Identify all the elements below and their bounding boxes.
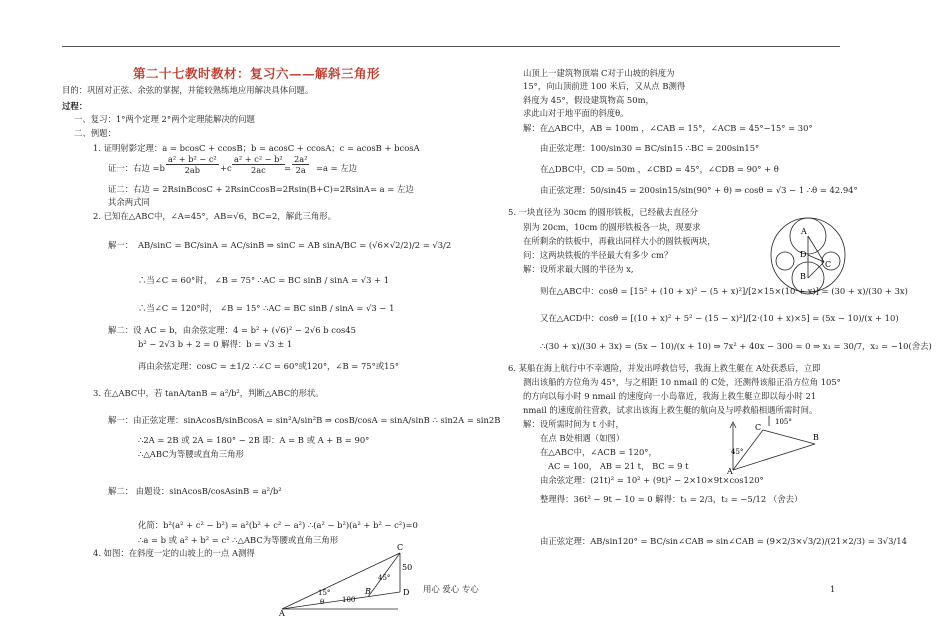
- p4-text-d: 求此山对于地平面的斜度θ。: [523, 108, 629, 118]
- p1-proof1-a: 证一：右边 =b: [108, 163, 165, 173]
- p4-sol: 解：在△ABC中，AB = 100m ，∠CAB = 15°，∠ACB = 45°−15° = 30°: [523, 123, 813, 133]
- fig4-label-theta: θ: [320, 598, 325, 606]
- p1-proof1-c: =: [284, 163, 292, 173]
- fig4-label-D: D: [403, 588, 410, 597]
- fig4-label-C: C: [397, 543, 404, 552]
- page-number: 1: [830, 584, 836, 594]
- problem-5: 5. 一块直径为 30cm 的圆形铁板，已经截去直径分: [508, 207, 699, 217]
- p4-text-b: 15°，向山顶前进 100 米后，又从点 B测得: [523, 81, 686, 91]
- p6-text-g: AC = 100， AB = 21 t， BC = 9 t: [548, 461, 689, 471]
- fig5-label-C: C: [825, 260, 832, 269]
- p1-proof1-d: =a = 左边: [316, 163, 358, 173]
- p5-text-d: 解：设所求最大圆的半径为 x,: [523, 264, 634, 274]
- p6-text-h: 由余弦定理：(21t)² = 10² + (9t)² − 2×10×9t×cos120°: [540, 475, 764, 485]
- footer-center: 用心 爱心 专心: [423, 584, 479, 594]
- p6-text-a: 测出该船的方位角为 45°，与之相距 10 nmail 的 C处，还测得该船正沿方位角 105°: [523, 377, 841, 387]
- p1-proof1-b: +c: [220, 163, 232, 173]
- p5-text-a: 别为 20cm，10cm 的圆形铁板各一块，现要求: [523, 222, 701, 232]
- goal: 目的：巩固对正弦、余弦的掌握，并能较熟练地应用解决具体问题。: [62, 85, 314, 95]
- p2-sol2b: b² − 2√3 b + 2 = 0 解得：b = √3 ± 1: [138, 339, 293, 349]
- header-rule: [62, 46, 840, 47]
- fig6-label-105: 105°: [775, 418, 792, 426]
- p1-frac2: $\frac{\text{a² + c² − b²}}{2ac}$: [234, 154, 283, 175]
- fig6-label-45: 45°: [731, 448, 744, 456]
- p6-text-f: 在△ABC中，∠ACB = 120°，: [540, 447, 657, 457]
- fig4-label-B: B: [365, 587, 371, 596]
- problem-3: 3. 在△ABC中，若 tanA/tanB = a²/b²，判断△ABC的形状。: [93, 388, 324, 398]
- fig4-diagram: [270, 540, 418, 616]
- p4-sine2: 由正弦定理：50/sin45 = 200sin15/sin(90° + θ) ⇒ cosθ = √3 − 1 ∴θ = 42.94°: [540, 185, 858, 195]
- p2-c120: ∴当∠C = 120°时， ∠B = 15° ∴AC = BC sinB / sinA = √3 − 1: [138, 303, 395, 313]
- p6-text-e: 在点 B处相遇（如图）: [540, 433, 625, 443]
- p1-proof2: 证二：右边 = 2RsinBcosC + 2RsinCcosB=2Rsin(B+C)=2RsinA= a = 左边: [108, 184, 414, 194]
- p2-sol1-expr: AB/sinC = BC/sinA = AC/sinB ⇒ sinC = AB sinA/BC = (√6×√2/2)/2 = √3/2: [138, 240, 452, 250]
- p6-text-j: 由正弦定理：AB/sin120° = BC/sin∠CAB ⇒ sin∠CAB = (9×2/3×√3/2)/(21×2/3) = 3√3/14: [540, 536, 907, 546]
- p5-acd: 又在△ACD中：cosθ = [(10 + x)² + 5² − (15 − x)²]/[2·(10 + x)×5] = (5x − 10)/(x + 10): [540, 313, 899, 323]
- p2-sol1: 解一：: [108, 240, 134, 250]
- p3-sol1b: ∴2A = 2B 或 2A = 180° − 2B 即：A = B 或 A + B = 90°: [138, 435, 370, 445]
- section-examples: 二、例题：: [74, 128, 116, 138]
- p2-c60: ∴当∠C = 60°时， ∠B = 75° ∴AC = BC sinB / sinA = √3 + 1: [138, 275, 390, 285]
- p4-dbc: 在△DBC中，CD = 50m ，∠CBD = 45°，∠CDB = 90° + θ: [540, 164, 779, 174]
- problem-6: 6. 某船在海上航行中不幸遇险，并发出呼救信号，我海上救生艇在 A处获悉后，立即: [508, 363, 821, 373]
- problem-1: 1. 证明射影定理：a = bcosC + ccosB；b = acosC + ccosA；c = acosB + bcosA: [93, 143, 420, 153]
- fig4-label-15: 15°: [318, 589, 331, 597]
- p3-sol2: 解二： 由题设：sinAcosB/cosAsinB = a²/b²: [108, 486, 282, 496]
- p2-sol2: 解二：设 AC = b，由余弦定理：4 = b² + (√6)² − 2√6 b cos45: [108, 325, 356, 335]
- p1-proof2b: 其余两式同: [108, 197, 150, 207]
- fig4-label-45: 45°: [378, 574, 391, 582]
- p6-text-b: 的方向以每小时 9 nmail 的速度向一小岛靠近，我海上救生艇立即以每小时 21: [523, 391, 817, 401]
- problem-4: 4. 如图：在斜度一定的山坡上的一点 A测得: [93, 548, 255, 558]
- p3-sol1c: ∴△ABC为等腰或直角三角形: [138, 449, 244, 459]
- fig6-label-A: A: [727, 467, 733, 474]
- p5-text-c: 问：这两块铁板的半径最大有多少 cm？: [523, 250, 673, 260]
- p2-sol2c: 再由余弦定理：cosC = ±1/2 ∴∠C = 60°或120°，∠B = 75°或15°: [138, 361, 400, 371]
- section-review: 一、复习：1°两个定理 2°两个定理能解决的问题: [74, 114, 255, 124]
- fig4-label-A: A: [279, 609, 285, 616]
- p5-text-b: 在所剩余的铁板中，再截出同样大小的圆铁板两块，: [523, 236, 716, 246]
- fig5-label-B: B: [800, 272, 806, 281]
- p5-abc: 则在△ABC中：cosθ = [15² + (10 + x)² − (5 + x)²]/[2×15×(10 + x)] = (30 + x)/(30 + 3x): [540, 286, 908, 296]
- page-title: 第二十七教时教材：复习六——解斜三角形: [133, 66, 381, 81]
- p4-text-c: 斜度为 45°，假设建筑物高 50m，: [523, 95, 654, 105]
- fig5-label-A: A: [801, 227, 807, 236]
- fig4-label-100: 100: [342, 596, 356, 604]
- fig4-label-h: 50: [402, 563, 413, 572]
- process-label: 过程：: [62, 101, 88, 111]
- p4-sine1: 由正弦定理：100/sin30 = BC/sin15 ∴BC = 200sin15°: [540, 143, 760, 153]
- p3-sol2c: ∴a = b 或 a² + b² = c² ∴△ABC为等腰或直角三角形: [138, 535, 339, 545]
- p6-text-c: nmail 的速度前往营救，试求出该海上救生艇的航向及与呼救船相遇所需时间。: [523, 405, 818, 415]
- p5-res: ∴(30 + x)/(30 + 3x) = (5x − 10)/(x + 10) ⇒ 7x² + 40x − 300 = 0 ⇒ x₁ = 30/7，x₂ = −10(舍去): [540, 341, 932, 351]
- p6-text-i: 整理得：36t² − 9t − 10 = 0 解得：t₁ = 2/3，t₂ = −5/12 （舍去）: [540, 494, 803, 504]
- p1-frac3: $\frac{\text{2a²}}{2a}$: [294, 154, 308, 175]
- fig5-label-D: D: [800, 250, 807, 259]
- fig6-diagram: [725, 412, 825, 474]
- p6-text-d: 解：设所需时间为 t 小时，: [523, 419, 624, 429]
- fig5-diagram: [770, 205, 852, 305]
- problem-2: 2. 已知在△ABC中，∠A=45°，AB=√6，BC=2，解此三角形。: [93, 211, 336, 221]
- p4-text-a: 山顶上一建筑物顶端 C对于山坡的斜度为: [523, 68, 675, 78]
- p3-sol1: 解一：由正弦定理：sinAcosB/sinBcosA = sin²A/sin²B ⇒ cosB/cosA = sinA/sinB ∴ sin2A = sin2B: [108, 415, 501, 425]
- p3-sol2b: 化简：b²(a² + c² − b²) = a²(b² + c² − a²) ∴(a² − b²)(a² + b² − c²)=0: [138, 520, 418, 530]
- p1-frac1: $\frac{\text{a² + b² − c²}}{2ab}$: [168, 154, 217, 175]
- fig6-label-B: B: [813, 433, 819, 442]
- fig6-label-C: C: [755, 423, 762, 432]
